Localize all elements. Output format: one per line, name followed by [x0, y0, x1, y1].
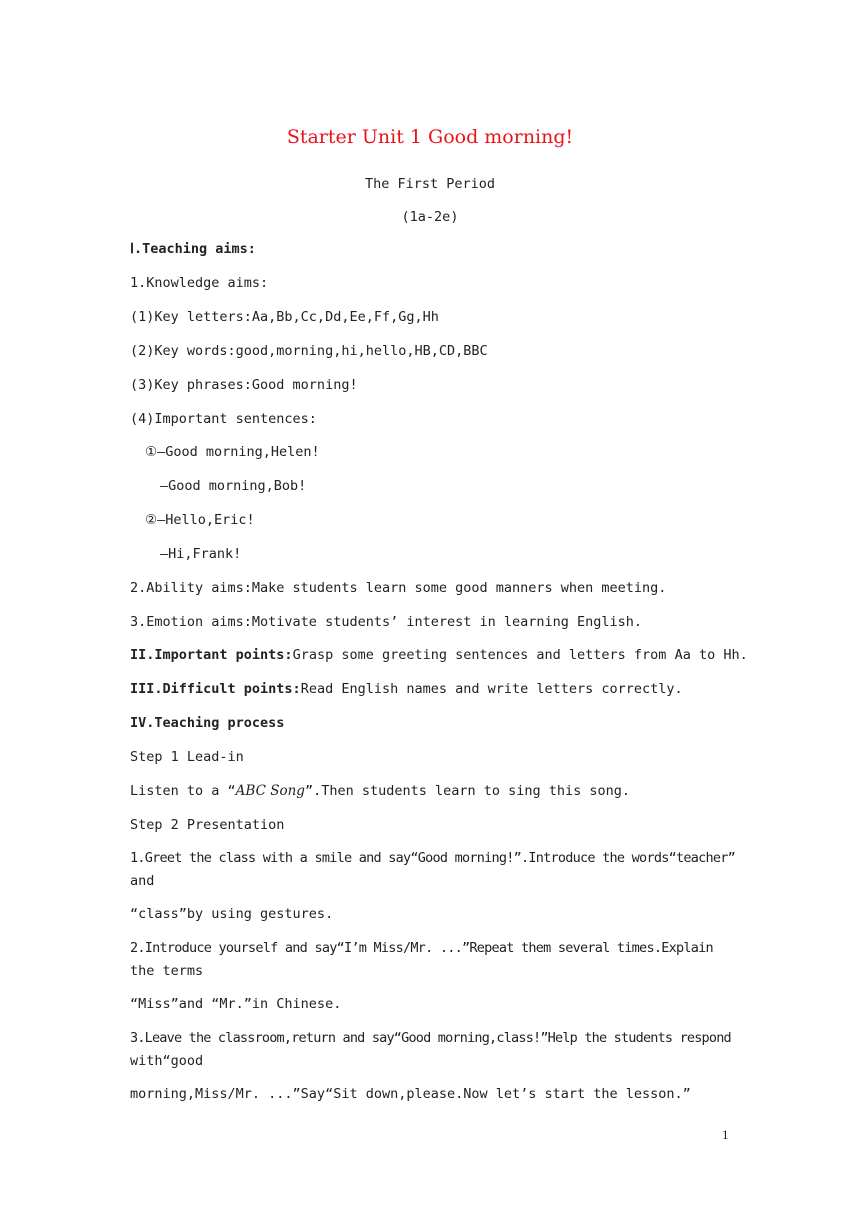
- presentation-2-line-1: 2.Introduce yourself and say“I’m Miss/Mr. ...”Repeat them several times.Explain: [130, 940, 713, 956]
- important-points-text: Grasp some greeting sentences and letters from Aa to Hh.: [292, 647, 748, 663]
- step-2-heading: Step 2 Presentation: [130, 817, 285, 833]
- presentation-3-line-2: with“good: [130, 1053, 204, 1069]
- emotion-aims: 3.Emotion aims:Motivate students’ interest in learning English.: [130, 614, 643, 630]
- step-1-heading: Step 1 Lead-in: [130, 749, 244, 765]
- presentation-2-line-3: “Miss”and “Mr.”in Chinese.: [130, 996, 342, 1012]
- presentation-3-line-3: morning,Miss/Mr. ...”Say“Sit down,please.Now let’s start the lesson.”: [130, 1086, 691, 1102]
- listen-post: ”.Then students learn to sing this song.: [304, 783, 631, 799]
- sentence-2a: ②—Hello,Eric!: [145, 512, 255, 528]
- difficult-points: [130, 681, 683, 697]
- important-points-label: II.Important points:: [130, 647, 293, 663]
- teaching-process-heading: IV.Teaching process: [130, 715, 285, 731]
- presentation-3-line-1: 3.Leave the classroom,return and say“Good morning,class!”Help the students respond: [130, 1030, 731, 1046]
- key-phrases: (3)Key phrases:Good morning!: [130, 377, 358, 393]
- aims-heading: Ⅰ.Teaching aims:: [130, 241, 256, 257]
- presentation-2-line-2: the terms: [130, 963, 204, 979]
- difficult-points-text: Read English names and write letters correctly.: [300, 681, 683, 697]
- period-heading: The First Period: [364, 176, 496, 192]
- ability-aims: 2.Ability aims:Make students learn some good manners when meeting.: [130, 580, 667, 596]
- listen-pre: Listen to a “: [130, 783, 236, 799]
- listen-line: [130, 783, 630, 799]
- sentence-1a: ①—Good morning,Helen!: [145, 444, 320, 460]
- page-number: 1: [722, 1127, 729, 1142]
- lesson-range: (1a-2e): [401, 209, 459, 225]
- document-title: Starter Unit 1 Good morning!: [286, 126, 574, 148]
- presentation-1-line-1: 1.Greet the class with a smile and say“Good morning!”.Introduce the words“teacher”: [130, 850, 735, 866]
- song-title: ABC Song: [235, 783, 305, 799]
- important-sentences: (4)Important sentences:: [130, 411, 317, 427]
- sentence-2b: —Hi,Frank!: [160, 546, 242, 562]
- key-words: (2)Key words:good,morning,hi,hello,HB,CD,BBC: [130, 343, 488, 359]
- presentation-1-line-3: “class”by using gestures.: [130, 906, 334, 922]
- presentation-1-line-2: and: [130, 873, 155, 889]
- important-points: [130, 647, 748, 663]
- sentence-1b: —Good morning,Bob!: [160, 478, 307, 494]
- key-letters: (1)Key letters:Aa,Bb,Cc,Dd,Ee,Ff,Gg,Hh: [130, 309, 439, 325]
- difficult-points-label: III.Difficult points:: [130, 681, 301, 697]
- knowledge-aims: 1.Knowledge aims:: [130, 275, 269, 291]
